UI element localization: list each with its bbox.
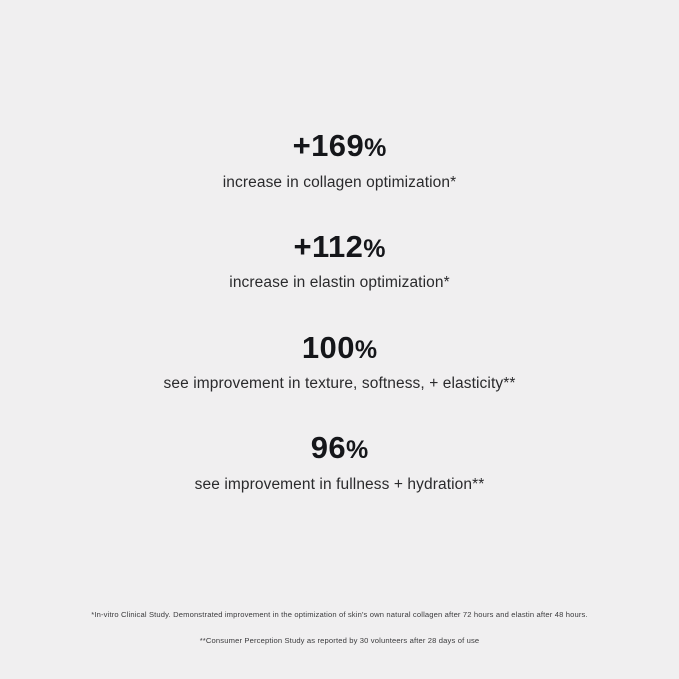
stat-unit: % xyxy=(354,335,378,364)
stat-item xyxy=(0,128,679,193)
stat-value xyxy=(0,430,679,466)
footnotes xyxy=(0,610,679,647)
stat-label: increase in elastin optimization* xyxy=(229,274,450,292)
stat-number: +112 xyxy=(293,228,364,264)
footnote-clinical-study: *In-vitro Clinical Study. Demonstrated improvement in the optimization of skin's own natural collagen after 72 hours and elastin after 48 hours. xyxy=(91,609,588,619)
stat-label: see improvement in fullness + hydration** xyxy=(194,475,485,493)
stat-label: increase in collagen optimization* xyxy=(222,173,457,191)
stat-item xyxy=(0,229,679,294)
stat-number: +169 xyxy=(292,128,365,163)
stats-list xyxy=(0,128,679,495)
stat-value xyxy=(0,128,679,164)
stat-number: 96 xyxy=(310,430,347,466)
stat-number: 100 xyxy=(301,329,355,365)
stat-label: see improvement in texture, softness, + elasticity** xyxy=(163,375,516,393)
stat-item xyxy=(0,430,679,495)
footnote-perception-study: **Consumer Perception Study as reported by 30 volunteers after 28 days of use xyxy=(199,636,480,646)
stat-unit: % xyxy=(363,234,386,263)
stat-unit: % xyxy=(364,134,387,162)
stat-unit: % xyxy=(346,436,369,465)
stat-item xyxy=(0,330,679,395)
stat-value xyxy=(0,330,679,366)
stat-value xyxy=(0,229,679,265)
